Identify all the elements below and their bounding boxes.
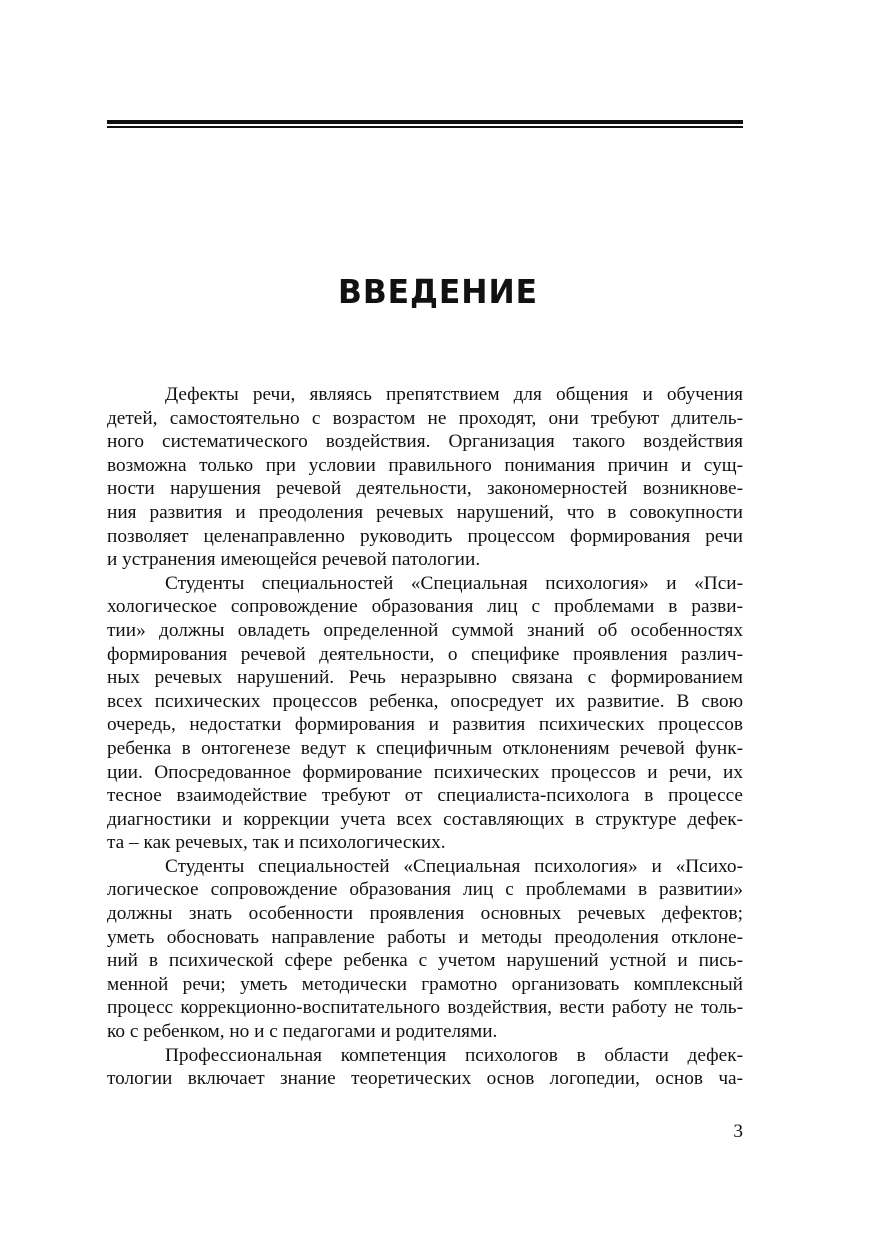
header-rule-thick	[107, 120, 743, 124]
text-line: процесс коррекционно-воспитательного воздействия, вести работу не толь-	[107, 997, 743, 1019]
text-line: тии» должны овладеть определенной суммой знаний об особенностях	[107, 619, 743, 641]
paragraph	[107, 855, 743, 1044]
text-line: возможна только при условии правильного понимания причин и сущ-	[107, 454, 743, 476]
text-line: ния развития и преодоления речевых нарушений, что в совокупности	[107, 501, 743, 523]
text-line: ребенка в онтогенезе ведут к специфичным отклонениям речевой функ-	[107, 737, 743, 759]
text-line: позволяет целенаправленно руководить процессом формирования речи	[107, 525, 743, 547]
page-title: ВВЕДЕНИЕ	[337, 272, 539, 312]
text-line: детей, самостоятельно с возрастом не проходят, они требуют длитель-	[107, 407, 743, 429]
text-line: диагностики и коррекции учета всех составляющих в структуре дефек-	[107, 808, 743, 830]
text-line: ности нарушения речевой деятельности, закономерностей возникнове-	[107, 478, 743, 500]
text-line: ко с ребенком, но и с педагогами и родителями.	[107, 1021, 498, 1043]
paragraph	[107, 1044, 743, 1091]
text-line: всех психических процессов ребенка, опосредует их развитие. В свою	[107, 690, 743, 712]
body-text	[107, 383, 743, 1091]
text-line: Дефекты речи, являясь препятствием для общения и обучения	[165, 384, 743, 405]
text-line: тологии включает знание теоретических основ логопедии, основ ча-	[107, 1068, 743, 1090]
text-line: должны знать особенности проявления основных речевых дефектов;	[107, 903, 743, 925]
text-line: Студенты специальностей «Специальная психология» и «Психо-	[165, 855, 743, 877]
text-line: тесное взаимодействие требуют от специалиста-психолога в процессе	[107, 785, 743, 807]
text-line: ции. Опосредованное формирование психических процессов и речи, их	[107, 761, 743, 783]
text-line: очередь, недостатки формирования и развития психических процессов	[107, 714, 743, 736]
text-line: хологическое сопровождение образования лиц с проблемами в разви-	[107, 596, 743, 618]
text-line: ний в психической сфере ребенка с учетом нарушений устной и пись-	[107, 950, 743, 972]
text-line: ных речевых нарушений. Речь неразрывно связана с формированием	[107, 667, 743, 689]
text-line: формирования речевой деятельности, о специфике проявления различ-	[107, 643, 743, 665]
text-line: менной речи; уметь методически грамотно организовать комплексный	[107, 973, 743, 995]
text-line: Студенты специальностей «Специальная психология» и «Пси-	[165, 572, 743, 594]
paragraph	[107, 572, 743, 855]
text-line: Профессиональная компетенция психологов в области дефек-	[165, 1044, 743, 1066]
text-line: и устранения имеющейся речевой патологии.	[107, 549, 481, 571]
page-number: 3	[733, 1121, 743, 1142]
text-line: уметь обосновать направление работы и методы преодоления отклоне-	[107, 926, 743, 948]
text-line: та – как речевых, так и психологических.	[107, 832, 446, 854]
text-line: логическое сопровождение образования лиц с проблемами в развитии»	[107, 879, 743, 901]
text-line: ного систематического воздействия. Организация такого воздействия	[107, 431, 743, 453]
header-rule-thin	[107, 126, 743, 128]
paragraph	[107, 383, 743, 572]
